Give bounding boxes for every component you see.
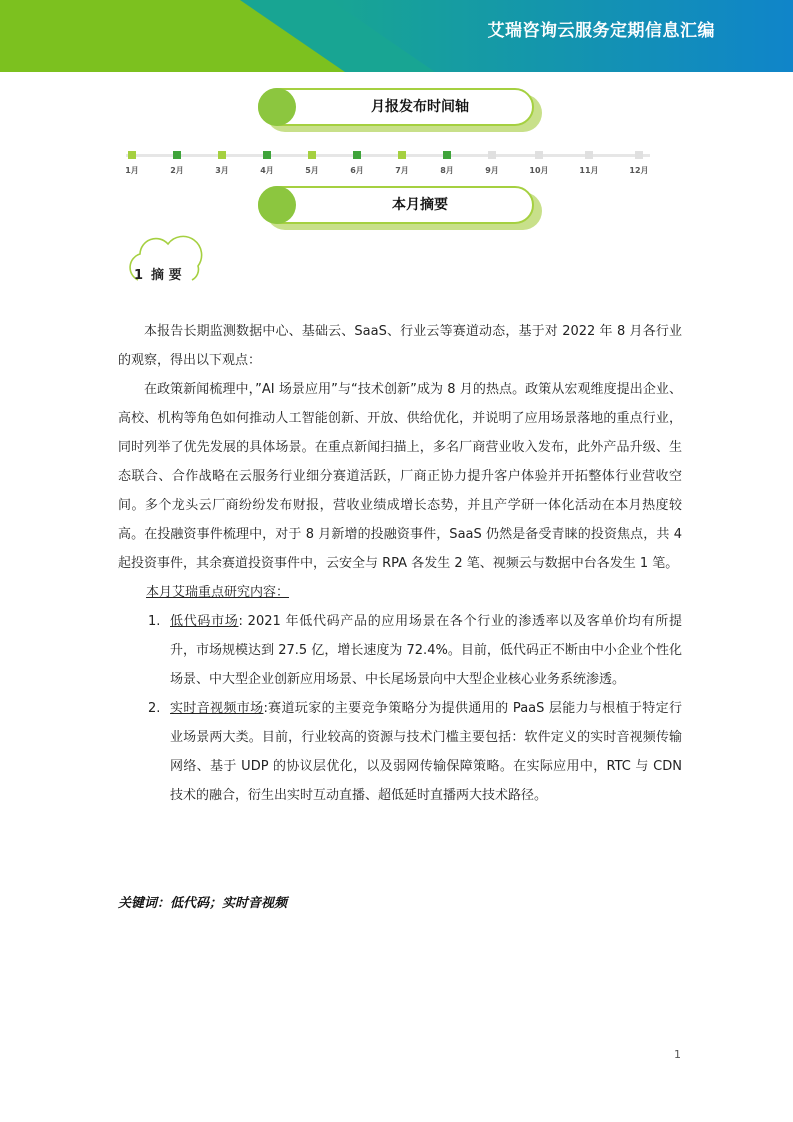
- timeline-month: [382, 146, 422, 176]
- list-item-text: : 2021 年低代码产品的应用场景在各个行业的渗透率以及客单价均有所提升，市场规模达到 27.5 亿，增长速度为 72.4%。目前，低代码正不断由中小企业个性化场景、中大型企业创新应用场景、中长尾场景向中大型企业核心业务系统渗透。: [170, 614, 682, 687]
- timeline-month-label: 12月: [629, 166, 649, 175]
- timeline-month-label: 10月: [529, 166, 549, 175]
- timeline-dot: [398, 151, 406, 159]
- summary-banner-title: 本月摘要: [392, 197, 448, 213]
- timeline-month-label: 11月: [579, 166, 599, 175]
- timeline-dot: [263, 151, 271, 159]
- list-item-number: 1.: [148, 614, 161, 629]
- timeline-dot: [353, 151, 361, 159]
- timeline-month: [202, 146, 242, 176]
- list-item-term: 实时音视频市场: [170, 701, 264, 716]
- keywords: 关键词：低代码；实时音视频: [118, 896, 288, 911]
- timeline-dot: [308, 151, 316, 159]
- timeline-dot: [173, 151, 181, 159]
- timeline-month: [619, 146, 659, 176]
- list-item-number: 2.: [148, 701, 161, 716]
- timeline-month: [247, 146, 287, 176]
- paragraph-intro: 本报告长期监测数据中心、基础云、SaaS、行业云等赛道动态，基于对 2022 年 8 月各行业的观察，得出以下观点：: [118, 324, 682, 368]
- timeline-month: [292, 146, 332, 176]
- list-item-text: :赛道玩家的主要竞争策略分为提供通用的 PaaS 层能力与根植于特定行业场景两大类。目前，行业较高的资源与技术门槛主要包括：软件定义的实时音视频传输网络、基于 UDP 的协议层优化，以及弱网传输保障策略。在实际应用中，RTC 与 CDN 技术的融合，衍生出实时互动直播、超低延时直播两大技术路径。: [170, 701, 682, 803]
- timeline-dot: [585, 151, 593, 159]
- section-number: 1: [134, 268, 144, 283]
- timeline-month: [157, 146, 197, 176]
- timeline-dot: [128, 151, 136, 159]
- list-item: [118, 694, 682, 810]
- timeline-dot: [635, 151, 643, 159]
- timeline-month-label: 3月: [215, 166, 229, 175]
- timeline-month: [472, 146, 512, 176]
- timeline-dot: [535, 151, 543, 159]
- timeline-month-label: 6月: [350, 166, 364, 175]
- section-title: 摘 要: [151, 268, 182, 283]
- timeline-banner: [258, 88, 542, 132]
- timeline-month-label: 8月: [440, 166, 454, 175]
- header-title: 艾瑞咨询云服务定期信息汇编: [487, 21, 715, 41]
- section-heading: [134, 264, 182, 283]
- timeline-dot: [488, 151, 496, 159]
- timeline-month: [519, 146, 559, 176]
- summary-banner: [258, 186, 542, 230]
- timeline-banner-title: 月报发布时间轴: [371, 99, 469, 115]
- timeline-month: [427, 146, 467, 176]
- timeline-month-label: 5月: [305, 166, 319, 175]
- timeline-month: [569, 146, 609, 176]
- timeline-month: [112, 146, 152, 176]
- timeline-dot: [443, 151, 451, 159]
- banner-circle-icon: [258, 88, 296, 126]
- timeline-month-label: 7月: [395, 166, 409, 175]
- summary-content: [118, 317, 682, 810]
- timeline-dot: [218, 151, 226, 159]
- list-item: [118, 607, 682, 694]
- paragraph-news: 在政策新闻梳理中，”AI 场景应用”与“技术创新”成为 8 月的热点。政策从宏观维度提出企业、高校、机构等角色如何推动人工智能创新、开放、供给优化，并说明了应用场景落地的重点行业，同时列举了优先发展的具体场景。在重点新闻扫描上，多名厂商营业收入发布，此外产品升级、生态联合、合作战略在云服务行业细分赛道活跃，厂商正协力提升客户体验并开拓整体行业营收空间。多个龙头云厂商纷纷发布财报，营收业绩成增长态势，并且产学研一体化活动在本月热度较高。在投融资事件梳理中，对于 8 月新增的投融资事件，SaaS 仍然是备受青睐的投资焦点，共 4 起投资事件，其余赛道投资事件中，云安全与 RPA 各发生 2 笔、视频云与数据中台各发生 1 笔。: [118, 382, 682, 571]
- list-item-term: 低代码市场: [170, 614, 239, 629]
- page-number: 1: [674, 1048, 681, 1061]
- banner-circle-icon: [258, 186, 296, 224]
- research-heading: 本月艾瑞重点研究内容：: [146, 585, 290, 600]
- timeline-month-label: 9月: [485, 166, 499, 175]
- timeline-month-label: 4月: [260, 166, 274, 175]
- timeline-month-label: 2月: [170, 166, 184, 175]
- timeline-month-label: 1月: [125, 166, 139, 175]
- publication-timeline: [120, 146, 660, 186]
- timeline-month: [337, 146, 377, 176]
